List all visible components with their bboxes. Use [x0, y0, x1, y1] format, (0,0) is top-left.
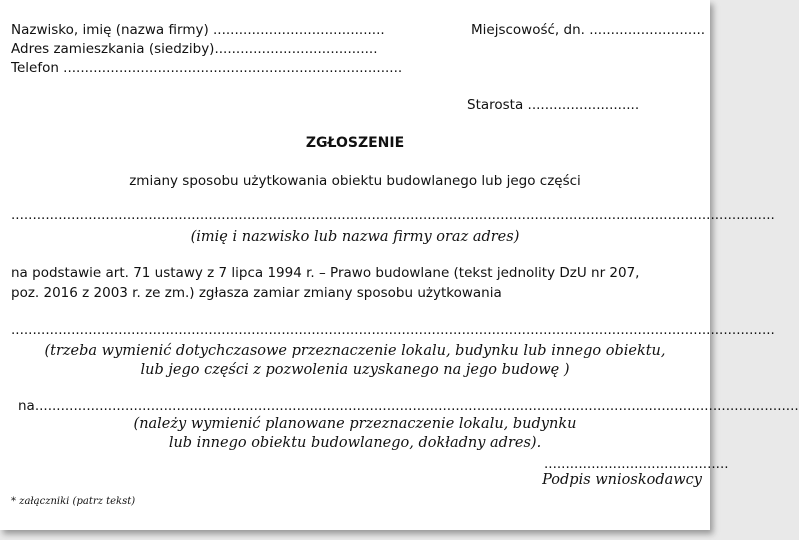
address-field-line[interactable]: Adres zamieszkania (siedziby)...................................... [11, 41, 378, 57]
place-date-field[interactable]: Miejscowość, dn. ........................... [471, 22, 706, 38]
signature-field-dots[interactable]: ........................................... [544, 456, 729, 472]
current-use-caption-line-2: lub jego części z pozwolenia uzyskanego na jego budowę ) [140, 362, 570, 378]
legal-basis-line-1: na podstawie art. 71 ustawy z 7 lipca 1994 r. – Prawo budowlane (tekst jednolity DzU nr 207, [11, 265, 640, 281]
attachments-footnote: * załączniki (patrz tekst) [11, 496, 136, 507]
phone-field-line[interactable]: Telefon ............................................................................... [11, 60, 403, 76]
current-use-field-dots[interactable]: .................................................................................................................................................................................. [11, 322, 775, 338]
new-use-field-dots[interactable]: na.................................................................................................................................................................................. [18, 398, 799, 414]
applicant-caption: (imię i nazwisko lub nazwa firmy oraz adres) [190, 229, 520, 245]
form-title: ZGŁOSZENIE [305, 135, 405, 151]
signature-label: Podpis wnioskodawcy [542, 472, 702, 488]
new-use-caption-line-2: lub innego obiektu budowlanego, dokładny adres). [168, 435, 542, 451]
current-use-caption-line-1: (trzeba wymienić dotychczasowe przeznaczenie lokalu, budynku lub innego obiektu, [44, 343, 666, 359]
form-subtitle: zmiany sposobu użytkowania obiektu budowlanego lub jego części [129, 173, 581, 189]
new-use-caption-line-1: (należy wymienić planowane przeznaczenie lokalu, budynku [133, 416, 577, 432]
name-field-line[interactable]: Nazwisko, imię (nazwa firmy) ........................................ [11, 22, 385, 38]
legal-basis-line-2: poz. 2016 z 2003 r. ze zm.) zgłasza zamiar zmiany sposobu użytkowania [11, 285, 502, 301]
applicant-field-dots[interactable]: .................................................................................................................................................................................. [11, 207, 775, 223]
addressee-starosta[interactable]: Starosta .......................... [467, 97, 640, 113]
